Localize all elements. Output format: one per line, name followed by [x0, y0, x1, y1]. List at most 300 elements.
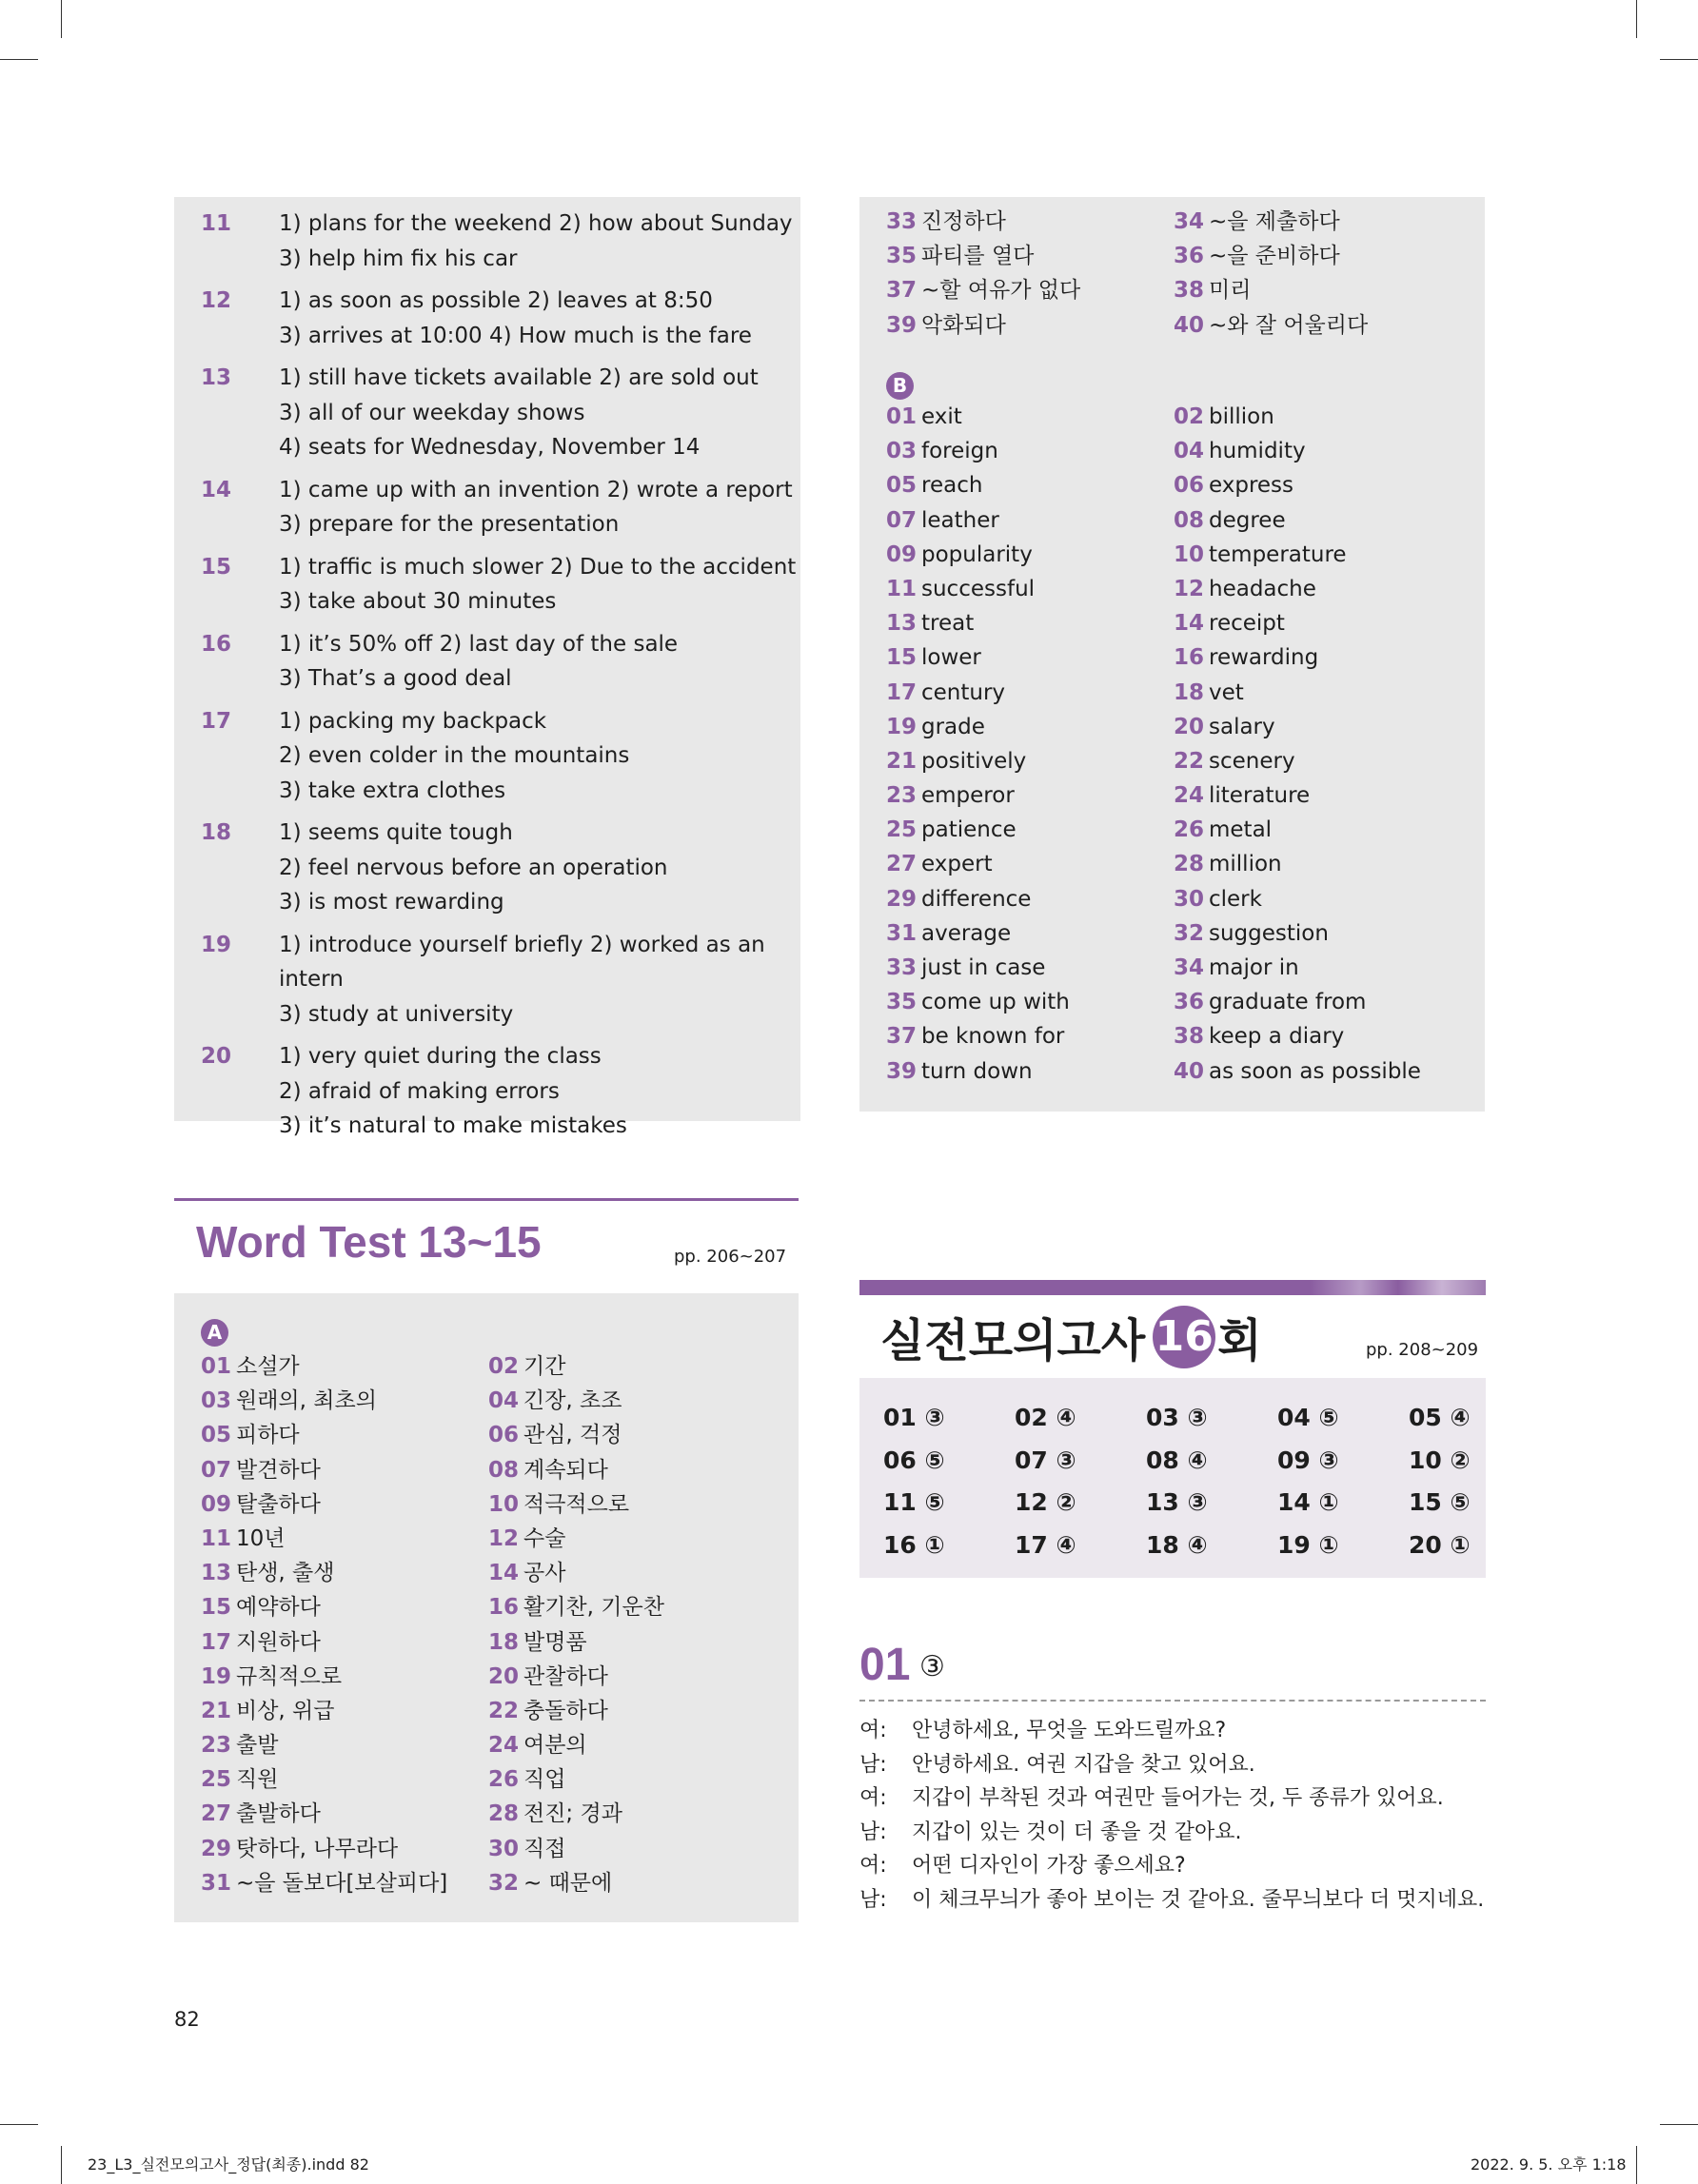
word-item-number: 16	[488, 1595, 520, 1621]
dialog-speaker: 여:	[859, 1786, 887, 1810]
answer-line: 4) seats for Wednesday, November 14	[279, 435, 701, 460]
vocab-item-text: degree	[1209, 507, 1286, 533]
vocab-item-text: major in	[1209, 955, 1299, 980]
word-item-number: 25	[201, 1767, 232, 1793]
vocab-box	[859, 197, 1485, 1112]
section-a-label: A	[201, 1319, 228, 1347]
word-item-number: 03	[201, 1388, 232, 1414]
crop-mark	[1636, 2146, 1637, 2184]
vocab-item-number: 30	[1174, 886, 1205, 912]
vocab-item	[1174, 640, 1459, 675]
dialog-line	[859, 1714, 1484, 1748]
word-item-number: 27	[201, 1801, 232, 1827]
exam-answer: 05 ④	[1409, 1404, 1471, 1431]
vocab-item-text: patience	[921, 817, 1017, 843]
answer-line: 1) still have tickets available 2) are sold out	[279, 365, 759, 390]
answer-item	[174, 704, 800, 809]
word-item-number: 17	[201, 1629, 232, 1655]
exam-answer: 09 ③	[1277, 1446, 1339, 1474]
vocab-item-number: 39	[886, 312, 918, 338]
vocab-item-number: 38	[1174, 278, 1205, 304]
vocab-item-number: 12	[1174, 576, 1205, 601]
word-item	[201, 1556, 488, 1590]
word-item-number: 26	[488, 1767, 520, 1793]
dialog-script	[859, 1714, 1484, 1917]
exam-answer: 20 ①	[1409, 1530, 1471, 1559]
vocab-item-text: ~할 여유가 없다	[921, 278, 1081, 304]
word-item-number: 14	[488, 1561, 520, 1586]
answer-lines	[279, 207, 800, 276]
vocab-item-number: 40	[1174, 1058, 1205, 1084]
answer-item	[174, 816, 800, 920]
word-test-rule	[174, 1198, 799, 1201]
exam-answer: 11 ⑤	[883, 1488, 945, 1516]
vocab-item-number: 26	[1174, 817, 1205, 843]
vocab-item-number: 34	[1174, 955, 1205, 980]
vocab-item-text: rewarding	[1209, 645, 1319, 671]
word-item	[488, 1728, 774, 1762]
answer-number: 18	[201, 820, 232, 845]
vocab-item-text: foreign	[921, 439, 998, 464]
dialog-text: 어떤 디자인이 가장 좋으세요?	[912, 1854, 1186, 1878]
word-item-text: ~ 때문에	[523, 1870, 613, 1896]
vocab-item-text: ~을 제출하다	[1209, 209, 1340, 234]
word-item-text: 직업	[523, 1767, 566, 1793]
vocab-item-number: 39	[886, 1058, 918, 1084]
vocab-item	[1174, 778, 1459, 813]
answer-line: 3) That’s a good deal	[279, 666, 512, 691]
word-item-text: 비상, 위급	[236, 1698, 335, 1723]
word-item	[488, 1384, 774, 1418]
word-item	[488, 1522, 774, 1556]
vocab-item-text: expert	[921, 852, 993, 877]
vocab-item	[886, 710, 1174, 744]
vocab-item-text: metal	[1209, 817, 1273, 843]
vocab-item	[1174, 239, 1459, 273]
word-test-pages: pp. 206~207	[674, 1247, 787, 1267]
exam-answer: 14 ①	[1277, 1488, 1339, 1516]
word-item	[201, 1522, 488, 1556]
exam-answer: 17 ④	[1015, 1530, 1076, 1559]
word-item-number: 02	[488, 1354, 520, 1379]
word-item-number: 23	[201, 1733, 232, 1759]
answer-line: 2) even colder in the mountains	[279, 743, 630, 768]
vocab-item-number: 05	[886, 473, 918, 499]
word-item-number: 22	[488, 1698, 520, 1723]
answer-line: 1) it’s 50% off 2) last day of the sale	[279, 631, 679, 657]
word-item	[488, 1694, 774, 1728]
answer-lines	[279, 361, 800, 465]
vocab-item-text: 파티를 열다	[921, 244, 1035, 269]
word-item-number: 21	[201, 1698, 232, 1723]
word-item	[201, 1418, 488, 1452]
word-test-box	[174, 1293, 799, 1922]
vocab-item-text: billion	[1209, 404, 1274, 429]
answer-number: 14	[201, 477, 232, 502]
vocab-item-number: 06	[1174, 473, 1205, 499]
word-item-number: 28	[488, 1801, 520, 1827]
vocab-item-number: 09	[886, 541, 918, 567]
word-item-text: 관찰하다	[523, 1663, 608, 1689]
exam-answer-grid	[883, 1397, 1540, 1566]
vocab-item-text: scenery	[1209, 748, 1295, 774]
dialog-line	[859, 1849, 1484, 1883]
exam-answer: 03 ③	[1146, 1404, 1208, 1431]
dialog-text: 안녕하세요, 무엇을 도와드릴까요?	[912, 1719, 1227, 1742]
vocab-item	[886, 503, 1174, 538]
vocab-item	[886, 778, 1174, 813]
word-item-number: 11	[201, 1525, 232, 1551]
word-item	[201, 1660, 488, 1694]
word-item-text: 피하다	[236, 1423, 300, 1448]
vocab-item-number: 34	[1174, 209, 1205, 234]
word-item-number: 01	[201, 1354, 232, 1379]
vocab-item-text: lower	[921, 645, 981, 671]
word-item-text: 발명품	[523, 1629, 587, 1655]
answer-line: 1) very quiet during the class	[279, 1044, 602, 1069]
dialog-line	[859, 1748, 1484, 1782]
vocab-item-text: exit	[921, 404, 962, 429]
exam-answer: 04 ⑤	[1277, 1404, 1339, 1431]
word-item	[488, 1832, 774, 1866]
answer-lines	[279, 550, 800, 620]
exam-answer: 13 ③	[1146, 1488, 1208, 1516]
word-item-text: 지원하다	[236, 1629, 321, 1655]
vocab-item	[1174, 503, 1459, 538]
vocab-item-number: 28	[1174, 852, 1205, 877]
crop-mark	[1636, 0, 1637, 38]
word-item-text: 긴장, 초조	[523, 1388, 622, 1414]
answer-line: 2) afraid of making errors	[279, 1078, 560, 1104]
word-item-number: 18	[488, 1629, 520, 1655]
vocab-item-text: ~을 준비하다	[1209, 244, 1340, 269]
answer-item	[174, 361, 800, 465]
vocab-item-number: 33	[886, 955, 918, 980]
vocab-item	[886, 572, 1174, 606]
vocab-item-number: 35	[886, 990, 918, 1015]
word-item-number: 30	[488, 1836, 520, 1861]
word-item	[488, 1660, 774, 1694]
answer-number: 17	[201, 708, 232, 734]
vocab-item-number: 36	[1174, 990, 1205, 1015]
vocab-item	[1174, 882, 1459, 916]
vocab-item-number: 04	[1174, 439, 1205, 464]
vocab-item-text: headache	[1209, 576, 1316, 601]
vocab-item-text: come up with	[921, 990, 1070, 1015]
vocab-item-number: 40	[1174, 312, 1205, 338]
vocab-item	[886, 951, 1174, 985]
exam-answer: 02 ④	[1015, 1404, 1076, 1431]
answer-line: 1) traffic is much slower 2) Due to the accident	[279, 554, 797, 580]
vocab-item-text: literature	[1209, 783, 1311, 809]
question-number: 01	[859, 1640, 911, 1690]
vocab-item-text: century	[921, 679, 1006, 705]
word-item	[488, 1625, 774, 1660]
exam-answer: 08 ④	[1146, 1446, 1208, 1474]
exam-answer: 07 ③	[1015, 1446, 1076, 1474]
vocab-item-text: treat	[921, 611, 975, 637]
answer-number: 15	[201, 554, 232, 580]
section-b-badge	[886, 372, 914, 400]
word-item-number: 04	[488, 1388, 520, 1414]
dialog-line	[859, 1781, 1484, 1816]
answer-line: 1) seems quite tough	[279, 820, 513, 845]
vocab-item-text: 악화되다	[921, 312, 1006, 338]
vocab-item	[886, 205, 1174, 239]
vocab-item-text: average	[921, 920, 1012, 946]
answer-number: 20	[201, 1044, 232, 1069]
exam-answer: 15 ⑤	[1409, 1488, 1471, 1516]
word-item-text: 탈출하다	[236, 1491, 321, 1517]
vocab-item	[1174, 308, 1459, 343]
vocab-item	[1174, 434, 1459, 468]
dialog-text: 지갑이 부착된 것과 여권만 들어가는 것, 두 종류가 있어요.	[912, 1786, 1444, 1810]
word-item-number: 15	[201, 1595, 232, 1621]
vocab-a-list	[886, 205, 1459, 343]
vocab-item	[1174, 813, 1459, 847]
vocab-item-number: 10	[1174, 541, 1205, 567]
crop-mark	[61, 2146, 62, 2184]
vocab-item	[1174, 606, 1459, 640]
vocab-item-text: turn down	[921, 1058, 1033, 1084]
answer-line: 1) introduce yourself briefly 2) worked as an intern	[279, 932, 765, 992]
crop-mark	[1660, 59, 1698, 60]
vocab-item	[1174, 676, 1459, 710]
vocab-item-text: difference	[921, 886, 1032, 912]
vocab-item-number: 13	[886, 611, 918, 637]
vocab-item	[886, 239, 1174, 273]
vocab-item	[886, 847, 1174, 881]
word-item-text: 관심, 걱정	[523, 1423, 622, 1448]
vocab-item-number: 16	[1174, 645, 1205, 671]
vocab-item-number: 01	[886, 404, 918, 429]
word-item	[488, 1762, 774, 1797]
answer-lines	[279, 816, 800, 920]
vocab-item	[1174, 468, 1459, 502]
word-item-text: 활기찬, 기운찬	[523, 1595, 664, 1621]
word-item-number: 12	[488, 1525, 520, 1551]
vocab-item	[1174, 400, 1459, 434]
crop-mark	[0, 59, 38, 60]
vocab-item-number: 14	[1174, 611, 1205, 637]
vocab-item-number: 24	[1174, 783, 1205, 809]
word-item-number: 24	[488, 1733, 520, 1759]
vocab-item-number: 08	[1174, 507, 1205, 533]
answer-item	[174, 550, 800, 620]
vocab-item	[1174, 985, 1459, 1019]
dialog-speaker: 여:	[859, 1719, 887, 1742]
vocab-item-number: 20	[1174, 714, 1205, 739]
answer-lines	[279, 284, 800, 353]
word-item-text: 직접	[523, 1836, 566, 1861]
vocab-item-number: 36	[1174, 244, 1205, 269]
vocab-item	[886, 882, 1174, 916]
vocab-item	[1174, 572, 1459, 606]
answer-item	[174, 207, 800, 276]
dialog-speaker: 여:	[859, 1854, 887, 1878]
vocab-item-text: leather	[921, 507, 999, 533]
vocab-item-text: graduate from	[1209, 990, 1367, 1015]
exam-number-badge: 16	[1153, 1306, 1215, 1368]
vocab-item	[1174, 916, 1459, 951]
word-item	[201, 1797, 488, 1831]
answer-number: 19	[201, 932, 232, 957]
word-item	[488, 1866, 774, 1900]
exam-header-bar	[859, 1280, 1486, 1295]
word-item	[201, 1762, 488, 1797]
vocab-item	[886, 308, 1174, 343]
word-item	[488, 1797, 774, 1831]
vocab-item-text: temperature	[1209, 541, 1347, 567]
page-number: 82	[174, 2008, 200, 2031]
word-item-number: 19	[201, 1663, 232, 1689]
vocab-item-text: just in case	[921, 955, 1046, 980]
dialog-text: 이 체크무늬가 좋아 보이는 것 같아요. 줄무늬보다 더 멋지네요.	[912, 1887, 1485, 1912]
word-item-number: 05	[201, 1423, 232, 1448]
vocab-item-text: clerk	[1209, 886, 1262, 912]
dialog-speaker: 남:	[859, 1820, 887, 1844]
word-item	[488, 1590, 774, 1624]
answer-lines	[279, 928, 800, 1033]
word-item-number: 31	[201, 1870, 232, 1896]
word-item-text: ~을 돌보다[보살피다]	[236, 1870, 448, 1896]
exam-title	[880, 1304, 1262, 1369]
dialog-line	[859, 1883, 1484, 1918]
answer-item	[174, 1039, 800, 1144]
vocab-item-number: 02	[1174, 404, 1205, 429]
answer-lines	[279, 627, 800, 697]
word-item-text: 수술	[523, 1525, 566, 1551]
word-item-text: 원래의, 최초의	[236, 1388, 377, 1414]
vocab-item-text: successful	[921, 576, 1036, 601]
vocab-item-number: 29	[886, 886, 918, 912]
word-item	[488, 1487, 774, 1522]
vocab-item-number: 21	[886, 748, 918, 774]
vocab-item-number: 38	[1174, 1024, 1205, 1050]
word-item	[201, 1832, 488, 1866]
word-item	[201, 1866, 488, 1900]
vocab-item	[1174, 538, 1459, 572]
vocab-item	[886, 606, 1174, 640]
answer-number: 13	[201, 365, 232, 390]
vocab-item-number: 32	[1174, 920, 1205, 946]
word-test-title: Word Test 13~15	[196, 1217, 542, 1267]
word-item	[201, 1625, 488, 1660]
question-divider	[859, 1700, 1486, 1702]
answer-line: 1) as soon as possible 2) leaves at 8:50	[279, 288, 713, 313]
vocab-item-text: 진정하다	[921, 209, 1006, 234]
word-item	[201, 1453, 488, 1487]
vocab-item-text: ~와 잘 어울리다	[1209, 312, 1369, 338]
word-item-text: 탄생, 출생	[236, 1561, 335, 1586]
footer-filename: 23_L3_실전모의고사_정답(최종).indd 82	[88, 2155, 369, 2174]
dialog-line	[859, 1816, 1484, 1850]
answer-line: 3) help him fix his car	[279, 246, 518, 271]
answer-line: 3) it’s natural to make mistakes	[279, 1113, 627, 1138]
word-item-number: 09	[201, 1491, 232, 1517]
vocab-item-number: 07	[886, 507, 918, 533]
vocab-item-number: 33	[886, 209, 918, 234]
word-item	[488, 1349, 774, 1384]
vocab-item-text: million	[1209, 852, 1282, 877]
exam-answer: 19 ①	[1277, 1530, 1339, 1559]
question-answer: ③	[919, 1650, 945, 1683]
word-item-text: 규칙적으로	[236, 1663, 343, 1689]
exam-answer-box	[859, 1378, 1486, 1578]
vocab-item-text: popularity	[921, 541, 1033, 567]
answer-line: 1) came up with an invention 2) wrote a report	[279, 477, 793, 502]
word-item-number: 20	[488, 1663, 520, 1689]
answer-item	[174, 928, 800, 1033]
word-item-text: 직원	[236, 1767, 279, 1793]
vocab-item-text: express	[1209, 473, 1294, 499]
vocab-item-text: as soon as possible	[1209, 1058, 1421, 1084]
vocab-item-number: 22	[1174, 748, 1205, 774]
word-item	[488, 1453, 774, 1487]
vocab-item	[886, 434, 1174, 468]
word-item-text: 계속되다	[523, 1457, 608, 1483]
vocab-item	[886, 744, 1174, 778]
footer-timestamp: 2022. 9. 5. 오후 1:18	[1471, 2155, 1627, 2174]
word-item-number: 13	[201, 1561, 232, 1586]
word-item	[488, 1556, 774, 1590]
word-item-text: 발견하다	[236, 1457, 321, 1483]
exam-title-text: 실전모의고사	[880, 1314, 1146, 1367]
exam-answer: 12 ②	[1015, 1488, 1076, 1516]
vocab-item	[1174, 710, 1459, 744]
section-b-label: B	[886, 372, 914, 400]
vocab-item	[886, 273, 1174, 307]
exam-answer: 06 ⑤	[883, 1446, 945, 1474]
word-item	[201, 1590, 488, 1624]
answer-lines	[279, 1039, 800, 1144]
answer-lines	[279, 473, 800, 542]
exam-answer: 16 ①	[883, 1530, 945, 1559]
vocab-item	[1174, 205, 1459, 239]
word-item-text: 충돌하다	[523, 1698, 608, 1723]
answer-item	[174, 284, 800, 353]
vocab-item	[886, 985, 1174, 1019]
vocab-item-text: salary	[1209, 714, 1275, 739]
vocab-b-list	[886, 400, 1459, 1089]
vocab-item-text: vet	[1209, 679, 1244, 705]
crop-mark	[1660, 2124, 1698, 2125]
vocab-item-text: grade	[921, 714, 985, 739]
vocab-item-number: 03	[886, 439, 918, 464]
answer-item	[174, 627, 800, 697]
vocab-item	[1174, 1054, 1459, 1089]
vocab-item	[886, 640, 1174, 675]
exam-answer: 01 ③	[883, 1404, 945, 1431]
vocab-item-text: suggestion	[1209, 920, 1329, 946]
word-item-number: 07	[201, 1457, 232, 1483]
word-item-text: 출발	[236, 1733, 279, 1759]
vocab-item	[886, 916, 1174, 951]
vocab-item	[1174, 273, 1459, 307]
vocab-item	[1174, 847, 1459, 881]
dialog-speaker: 남:	[859, 1752, 887, 1777]
crop-mark	[61, 0, 62, 38]
vocab-item-number: 23	[886, 783, 918, 809]
word-item-text: 소설가	[236, 1354, 300, 1379]
answer-line: 3) take about 30 minutes	[279, 589, 557, 614]
vocab-item-text: reach	[921, 473, 983, 499]
word-item	[201, 1349, 488, 1384]
vocab-item-number: 27	[886, 852, 918, 877]
word-item-text: 적극적으로	[523, 1491, 630, 1517]
dialog-text: 안녕하세요. 여권 지갑을 찾고 있어요.	[912, 1752, 1255, 1777]
vocab-item	[886, 813, 1174, 847]
